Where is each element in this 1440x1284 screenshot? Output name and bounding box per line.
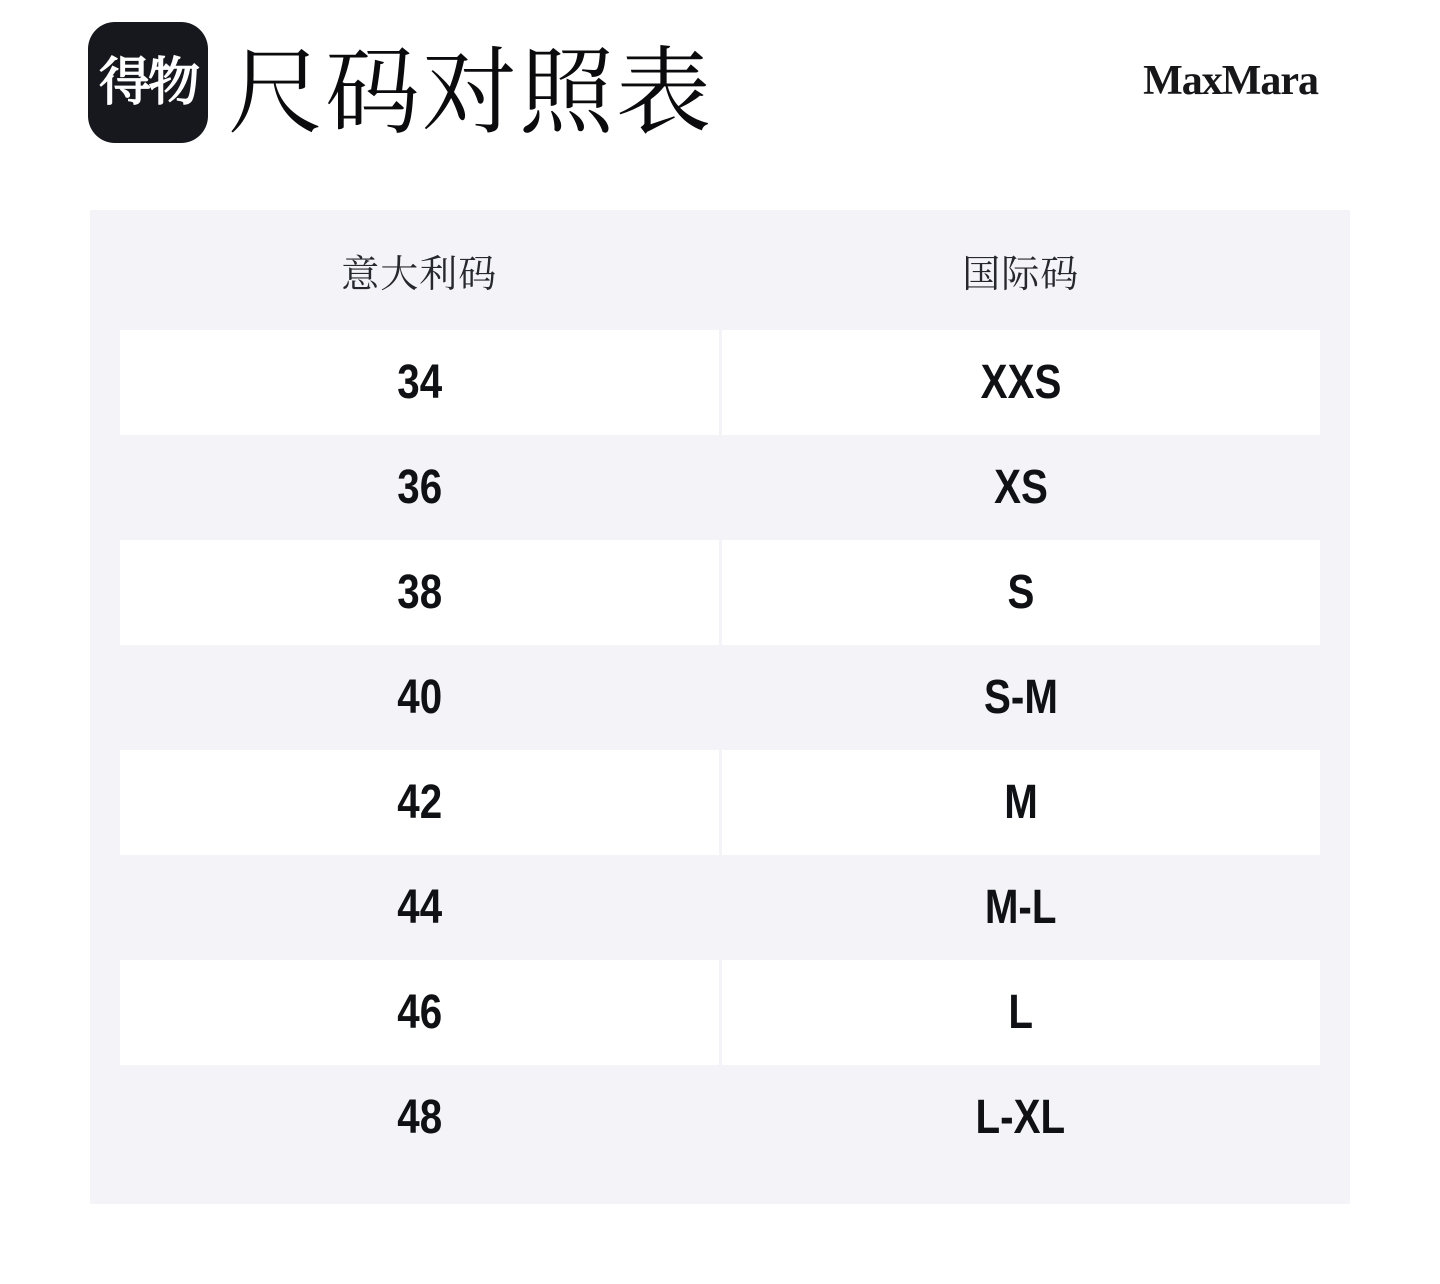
table-row [120,960,1320,1065]
size-value: 42 [396,776,442,829]
size-value: 38 [396,566,442,619]
size-value: L [1008,986,1034,1039]
table-row [120,750,1320,855]
table-row [120,435,1320,540]
size-value: S [1007,566,1035,619]
size-value: M [1003,776,1038,829]
international-size-cell [722,1065,1321,1170]
page-title: 尺码对照表 [228,40,714,146]
international-size-cell [722,645,1321,750]
table-row [120,1065,1320,1170]
size-table-panel [90,210,1350,1204]
italian-size-cell [120,855,719,960]
column-header-international-size: 国际码 [962,253,1080,296]
size-value: 44 [396,881,442,934]
size-value: 46 [396,986,442,1039]
international-size-cell [722,855,1321,960]
size-value: 34 [396,356,442,409]
italian-size-cell [120,540,719,645]
size-value: 36 [396,461,442,514]
size-value: XS [993,461,1048,514]
size-value: 48 [396,1091,442,1144]
size-value: 40 [396,671,442,724]
dewu-logo-text: 得物 [98,53,197,112]
international-size-cell [722,960,1321,1065]
table-row [120,645,1320,750]
international-size-cell [722,330,1321,435]
size-value: S-M [983,671,1058,724]
italian-size-cell [120,1065,719,1170]
italian-size-cell [120,330,719,435]
italian-size-cell [120,960,719,1065]
page-header [0,0,1440,210]
size-value: L-XL [975,1091,1066,1144]
italian-size-cell [120,645,719,750]
dewu-logo [88,22,208,143]
international-size-cell [722,435,1321,540]
column-header-italian-size: 意大利码 [341,253,498,296]
maxmara-brand-logo: MaxMara [1143,58,1318,104]
international-size-cell [722,540,1321,645]
italian-size-cell [120,435,719,540]
size-value: XXS [980,356,1062,409]
table-row [120,855,1320,960]
international-size-cell [722,750,1321,855]
size-table-header-row [120,210,1320,330]
table-row [120,540,1320,645]
italian-size-cell [120,750,719,855]
size-value: M-L [984,881,1057,934]
table-row [120,330,1320,435]
